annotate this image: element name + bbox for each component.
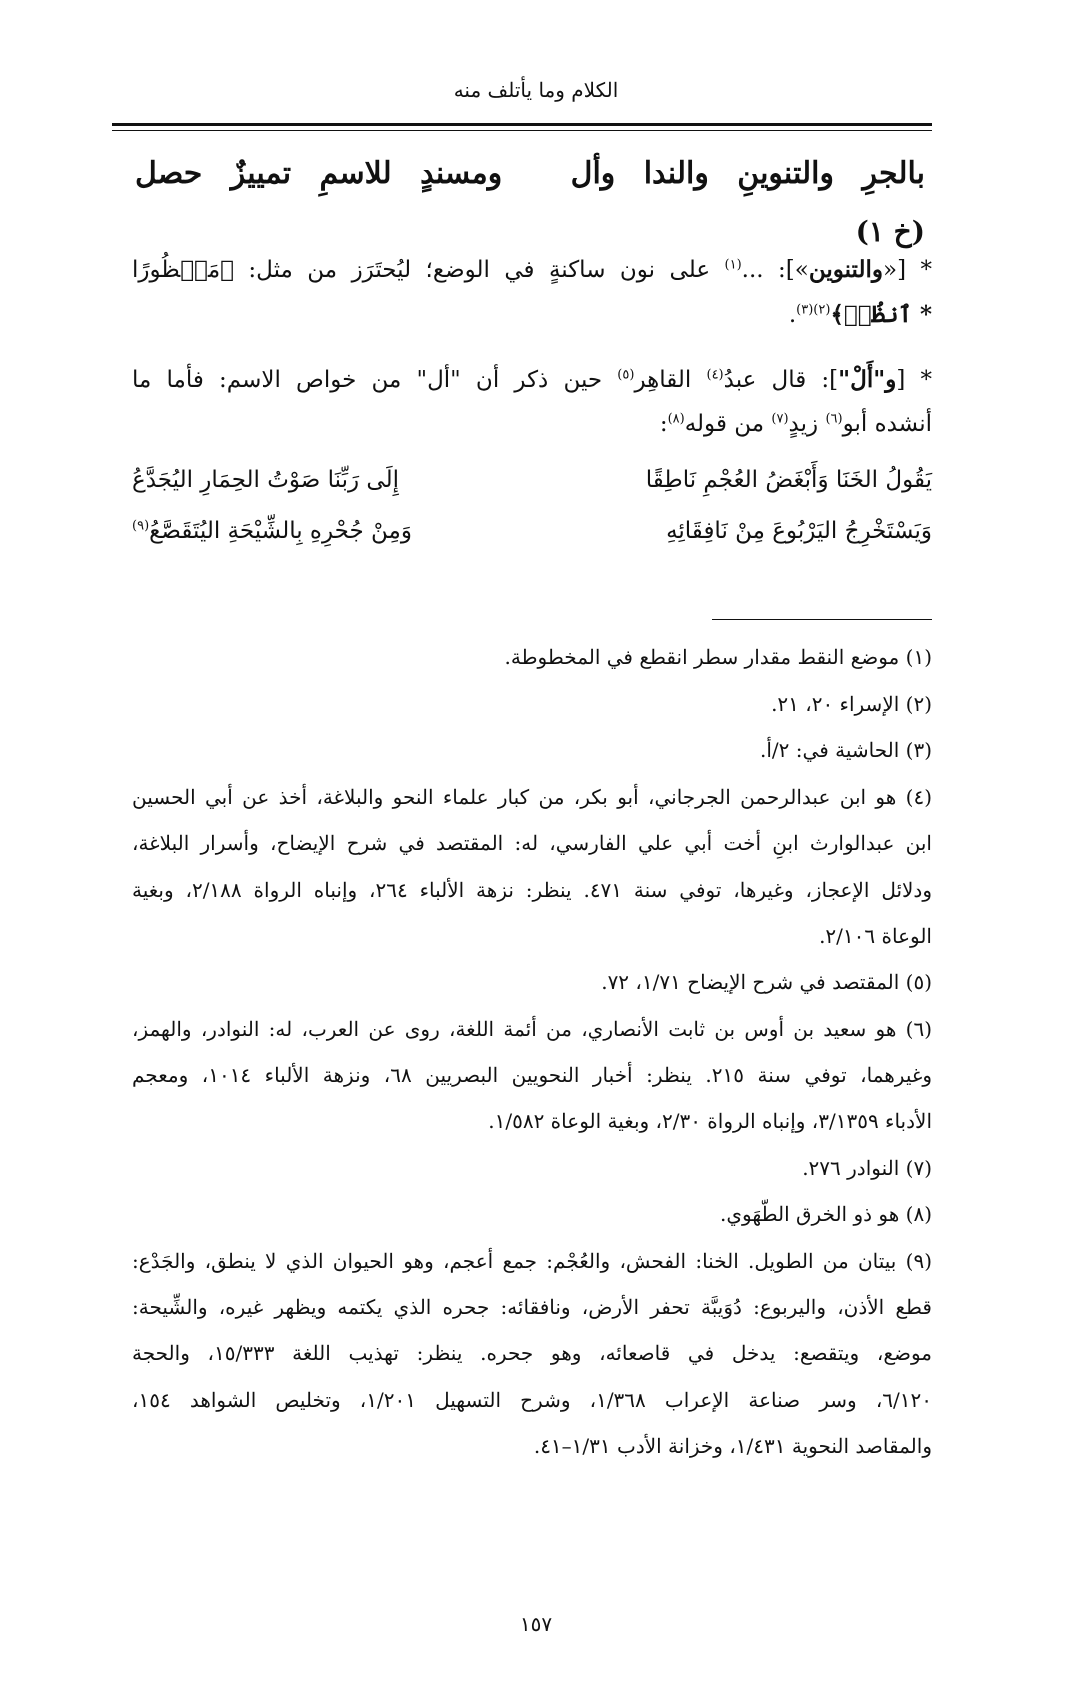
poem-line-1-first-hemistich: يَقُولُ الخَنَا وَأَبْغَضُ العُجْمِ نَاطِقًا <box>645 467 932 493</box>
footnote-ref-7: (٧) <box>771 411 789 427</box>
footnote-separator <box>712 619 932 620</box>
footnote-6-line-3: الأدباء ٣/١٣٥٩، وإنباه الرواة ٢/٣٠، وبغية الوعاة ١/٥٨٢. <box>488 1109 932 1133</box>
page-number: ١٥٧ <box>519 1612 553 1636</box>
footnote-8: (٨) هو ذو الخرق الطّهَوي. <box>720 1202 932 1226</box>
footnote-4-line-4: الوعاة ٢/١٠٦. <box>819 924 932 948</box>
quran-quote: * ٱنظُرۡ﴾ <box>830 301 932 328</box>
poem-line-2-first-hemistich: وَيَسْتَخْرِجُ اليَرْبُوعَ مِنْ نَافِقَائِهِ <box>666 518 932 544</box>
footnote-9-line-5: والمقاصد النحوية ١/٤٣١، وخزانة الأدب ١/٣١–٤١. <box>533 1434 932 1458</box>
footnote-ref-8: (٨) <box>667 411 685 427</box>
verse-code: (خ ١) <box>855 215 925 248</box>
poem-line-1 <box>132 467 932 507</box>
footnote-9-line-1: (٩) بيتان من الطويل. الخنا: الفحش، والعُجْم: جمع أعجم، وهو الحيوان الذي لا ينطق، والجَدْع: <box>132 1249 932 1273</box>
footnote-9-line-3: موضع، ويتقصع: يدخل في قاصعائه، وهو جحره. ينظر: تهذيب اللغة ١٥/٣٣٣، والحجة <box>132 1341 933 1365</box>
poem-line-2-second-hemistich: وَمِنْ جُحْرِهِ بِالشِّيْحَةِ اليُتَقَصَّعُ$^{(٩)}$ <box>132 518 412 544</box>
footnote-2: (٢) الإسراء ٢٠، ٢١. <box>771 692 932 716</box>
footnote-7: (٧) النوادر ٢٧٦. <box>802 1156 932 1180</box>
footnote-ref-1: (١) <box>724 257 742 273</box>
poem-line-1-second-hemistich: إِلَى رَبِّنَا صَوْتُ الحِمَارِ اليُجَدَّعُ <box>132 467 399 493</box>
footnote-4-line-3: ودلائل الإعجاز، وغيرها، توفي سنة ٤٧١. ينظر: نزهة الألباء ٢٦٤، وإنباه الرواة ٢/١٨٨، وبغية <box>132 878 933 902</box>
para1-line2: * ٱنظُرۡ﴾$^{(٢)(٣)}$. <box>788 301 932 328</box>
term-al: و"أَلْ" <box>838 366 897 393</box>
footnote-ref-4: (٤) <box>706 367 724 383</box>
header-rule-thin <box>112 130 932 131</box>
footnote-1: (١) موضع النقط مقدار سطر انقطع في المخطوطة. <box>504 645 932 669</box>
header-rule-thick <box>112 123 932 126</box>
term-tanween: والتنوين <box>808 256 884 283</box>
running-head: الكلام وما يأتلف منه <box>453 78 619 102</box>
footnote-4-line-2: ابن عبدالوارث ابنِ أخت أبي علي الفارسي، له: المقتصد في شرح الإيضاح، وأسرار البلاغة، <box>132 831 932 855</box>
footnote-ref-9: (٩) <box>132 518 150 534</box>
para2-line1: * [و"أَلْ"]: قال عبدُ$^{(٤)}$ القاهِر$^{(٥)}$ حين ذكر أن "أل" من خواص الاسم: فأما ما <box>132 366 932 393</box>
footnote-ref-5: (٥) <box>617 367 635 383</box>
footnote-ref-2-3: (٢)(٣) <box>796 302 831 318</box>
footnote-9-line-2: قطع الأذن، واليربوع: دُوَيبَّة تحفر الأرض، ونافقائه: جحره الذي يكتمه ويظهر غيره، والشِّيحة: <box>132 1295 932 1319</box>
footnote-3: (٣) الحاشية في: ٢/أ. <box>760 738 932 762</box>
footnote-5: (٥) المقتصد في شرح الإيضاح ١/٧١، ٧٢. <box>601 970 932 994</box>
footnote-6-line-1: (٦) هو سعيد بن أوس بن ثابت الأنصاري، من أئمة اللغة، روى عن العرب، له: النوادر، والهمز، <box>132 1017 932 1041</box>
footnote-ref-6: (٦) <box>825 411 843 427</box>
footnote-6-line-2: وغيرهما، توفي سنة ٢١٥. ينظر: أخبار النحويين البصريين ٦٨، ونزهة الألباء ١٠١٤، ومعجم <box>132 1063 932 1087</box>
para2-line2: أنشده أبو$^{(٦)}$ زيدٍ$^{(٧)}$ من قوله$^{(٨)}$: <box>659 411 932 437</box>
verse-second-half: ومسندٍ للاسمِ تمييزٌ حصل <box>135 156 503 191</box>
verse-first-half: بالجرِ والتنوينِ والندا وأل <box>570 156 925 191</box>
footnote-4-line-1: (٤) هو ابن عبدالرحمن الجرجاني، أبو بكر، من كبار علماء النحو والبلاغة، أخذ عن أبي الحسين <box>132 785 932 809</box>
para1-line1: * [«والتنوين»]: ...$^{(١)}$ على نون ساكنةٍ في الوضع؛ ليُحتَرَز من مثل: ﴿مَحۡظُورًا <box>132 256 933 283</box>
poem-line-2 <box>132 518 932 558</box>
footnote-9-line-4: ٦/١٢٠، وسر صناعة الإعراب ١/٣٦٨، وشرح التسهيل ١/٢٠١، وتخليص الشواهد ١٥٤، <box>132 1388 932 1412</box>
